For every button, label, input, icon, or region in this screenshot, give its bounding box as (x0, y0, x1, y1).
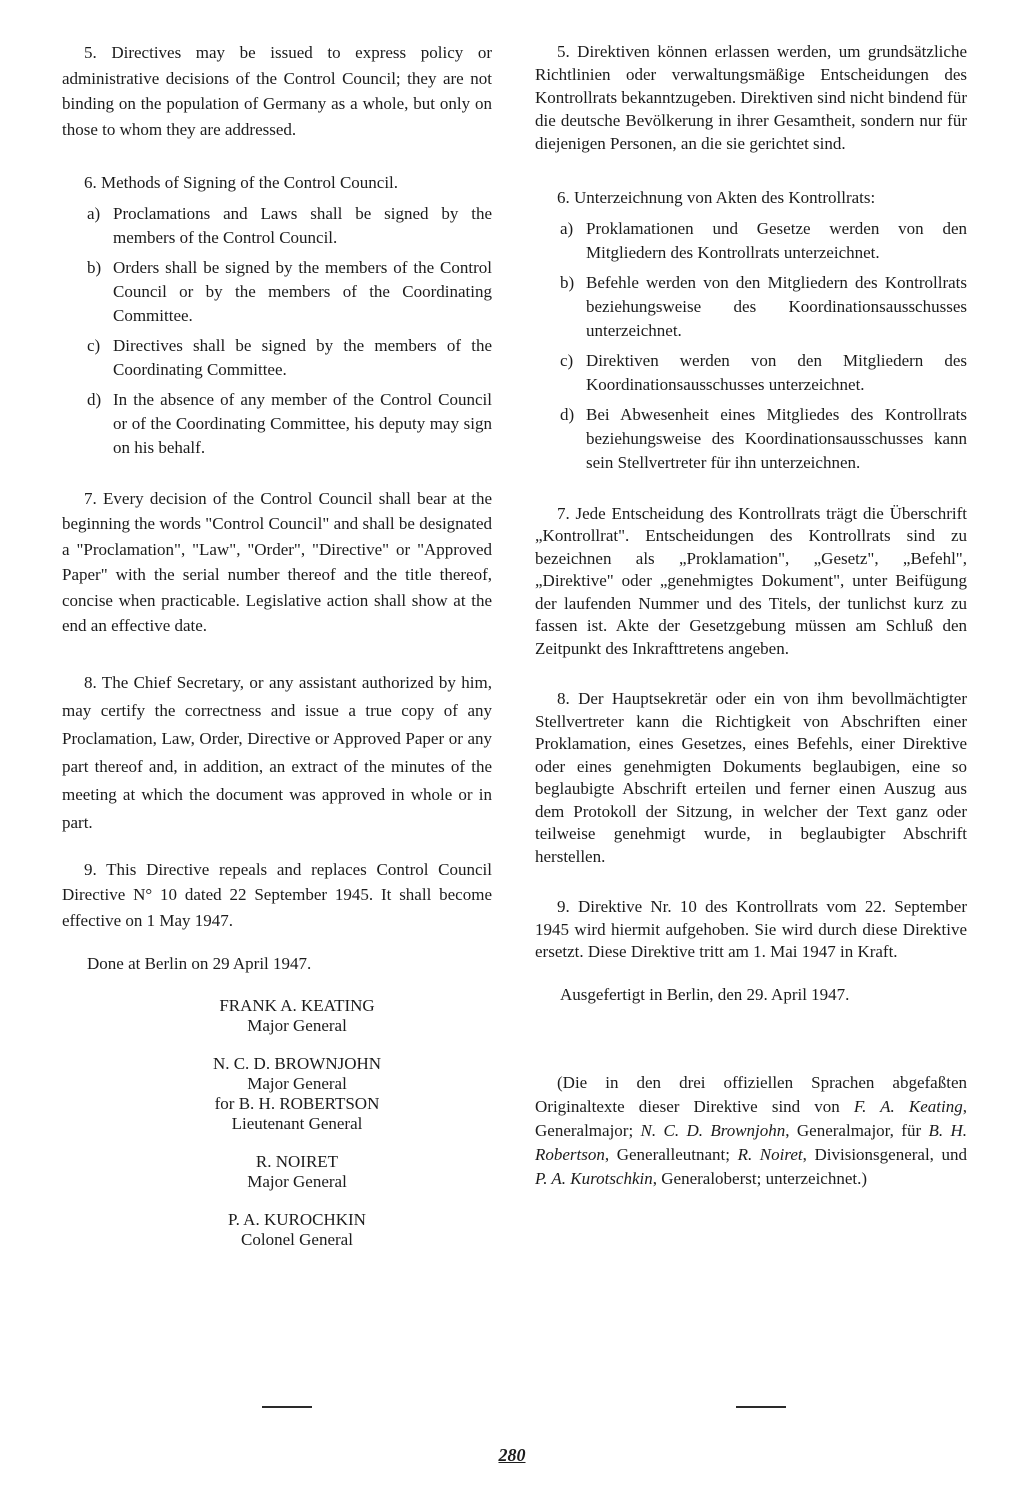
de-section-5: 5. Direktiven können erlassen werden, um grundsätzliche Richtlinien oder verwaltungsmäßige Entscheidungen des Kontrollrats bekanntzugeben. Direktiven sind nicht bindend für die deutsche Bevölkerung in ihrer Gesamtheit, sondern nur für diejenigen Personen, an die sie gerichtet sind. (535, 42, 967, 153)
signatory (102, 1210, 492, 1250)
signatory (102, 1152, 492, 1192)
signatory-line: for B. H. ROBERTSON (214, 1094, 380, 1113)
signatory-name: P. A. KUROCHKIN (228, 1210, 366, 1229)
list-item-letter: b) (560, 272, 575, 292)
german-column (535, 40, 967, 1191)
list-item-letter: c) (87, 335, 101, 355)
de-section-6-list (535, 217, 967, 475)
de-list-item (560, 403, 967, 475)
en-list-item (87, 388, 492, 460)
en-section-6-list (62, 202, 492, 460)
list-item-letter: c) (560, 350, 574, 370)
list-item-letter: a) (87, 203, 101, 223)
note-text: (Die in den drei offiziellen Sprachen abgefaßten Originaltexte dieser Direktive sind von (535, 1072, 967, 1116)
de-list-item (560, 349, 967, 397)
en-list-item (87, 256, 492, 328)
list-item-letter: d) (560, 404, 575, 424)
signatory-name: FRANK A. KEATING (219, 996, 375, 1015)
de-section-6-heading: 6. Unterzeichnung von Akten des Kontrollrats: (557, 188, 876, 207)
list-item-text: Bei Abwesenheit eines Mitgliedes des Kontrollrats beziehungsweise des Koordinationsausschusses kann sein Stellvertreter für ihn unterzeichnen. (586, 404, 967, 472)
en-list-item (87, 334, 492, 382)
list-item-text: In the absence of any member of the Control Council or of the Coordinating Committee, his deputy may sign on his behalf. (113, 389, 492, 457)
note-signatory-name: P. A. Kurotschkin (535, 1168, 653, 1188)
note-signatory-name: N. C. D. Brownjohn (640, 1120, 786, 1140)
signatory-line: Lieutenant General (231, 1114, 363, 1133)
page-number: 280 (498, 1445, 526, 1465)
de-footer-rule (736, 1406, 786, 1408)
list-item-text: Directives shall be signed by the members of the Coordinating Committee. (113, 335, 492, 379)
list-item-letter: b) (87, 257, 102, 277)
signatory-line: Major General (247, 1016, 347, 1035)
list-item-text: Direktiven werden von den Mitgliedern des Koordinationsausschusses unterzeichnet. (586, 350, 967, 394)
de-section-9: 9. Direktive Nr. 10 des Kontrollrats vom 22. September 1945 wird hiermit aufgehoben. Sie wird durch diese Direktive ersetzt. Diese Direktive tritt am 1. Mai 1947 in Kraft. (535, 897, 967, 961)
en-section-7: 7. Every decision of the Control Council shall bear at the beginning the words "Control Council" and shall be designated a "Proclamation", "Law", "Order", "Directive" or "Approved Paper" with the serial number thereof and the title thereof, concise when practicable. Legislative action shall show at the end an effective date. (62, 488, 492, 635)
signatory-name: R. NOIRET (255, 1152, 339, 1171)
de-section-8: 8. Der Hauptsekretär oder ein von ihm bevollmächtigter Stellvertreter kann die Richtigkeit von Abschriften einer Proklamation, eines Gesetzes, eines Befehls, einer Direktive oder eines genehmigten Dokuments beglaubigen, eine so beglaubigte Abschrift erteilen und ferner einen Auszug aus dem Protokoll der Sitzung, in welcher der Text ganz oder teilweise genehmigt wurde, in beglaubigter Abschrift herstellen. (535, 689, 967, 866)
en-footer-rule (262, 1406, 312, 1408)
signature-block (102, 996, 492, 1250)
de-list-item (560, 271, 967, 343)
list-item-text: Orders shall be signed by the members of the Control Council or by the members of the Coordinating Committee. (113, 257, 492, 325)
en-section-9: 9. This Directive repeals and replaces Control Council Directive N° 10 dated 22 September 1945. It shall become effective on 1 May 1947. (62, 859, 492, 930)
signatory-name: N. C. D. BROWNJOHN (212, 1054, 382, 1073)
signatory (102, 1054, 492, 1134)
list-item-letter: a) (560, 218, 574, 238)
signatory-line: Major General (247, 1074, 347, 1093)
note-signatory-name: R. Noiret (737, 1144, 803, 1164)
en-done-at: Done at Berlin on 29 April 1947. (87, 954, 312, 973)
de-signatories-note (535, 1071, 967, 1191)
note-text: , Generalmajor, für (785, 1120, 929, 1140)
note-text: , Generaloberst; unterzeichnet.) (652, 1168, 868, 1188)
de-list-item (560, 217, 967, 265)
note-text: , Divisionsgeneral, und (802, 1144, 968, 1164)
de-section-7: 7. Jede Entscheidung des Kontrollrats trägt die Überschrift „Kontrollrat". Entscheidungen des Kontrollrats sind zu bezeichnen als „Proklamation", „Gesetz", „Befehl", „Direktive" oder „genehmigtes Dokument", unter Beifügung der laufenden Nummer und des Titels, der tunlichst kurz zu fassen ist. Akte der Gesetzgebung müssen am Schluß den Zeitpunkt des Inkrafttretens angeben. (535, 503, 967, 658)
note-signatory-name: B. H. Robertson (535, 1120, 967, 1164)
list-item-text: Proclamations and Laws shall be signed by the members of the Control Council. (113, 203, 492, 247)
note-signatory-name: F. A. Keating (853, 1096, 963, 1116)
signatory-line: Major General (247, 1172, 347, 1191)
list-item-text: Proklamationen und Gesetze werden von den Mitgliedern des Kontrollrats unterzeichnet. (586, 218, 967, 262)
signatory (102, 996, 492, 1036)
en-section-5: 5. Directives may be issued to express policy or administrative decisions of the Control Council; they are not binding on the population of Germany as a whole, but only on those to whom they are addressed. (62, 43, 492, 139)
list-item-text: Befehle werden von den Mitgliedern des Kontrollrats beziehungsweise des Koordinationsausschusses unterzeichnet. (586, 272, 967, 340)
english-column (62, 40, 492, 1268)
note-text: , Generalleutnant; (604, 1144, 738, 1164)
en-section-6-heading: 6. Methods of Signing of the Control Council. (84, 173, 399, 192)
list-item-letter: d) (87, 389, 102, 409)
note-text: , Generalmajor; (535, 1096, 967, 1140)
en-list-item (87, 202, 492, 250)
signatory-line: Colonel General (241, 1230, 353, 1249)
de-done-at: Ausgefertigt in Berlin, den 29. April 1947. (560, 984, 850, 1004)
en-section-8: 8. The Chief Secretary, or any assistant authorized by him, may certify the correctness and issue a true copy of any Proclamation, Law, Order, Directive or Approved Paper or any part thereof and, in addition, an extract of the minutes of the meeting at which the document was approved in whole or in part. (62, 672, 492, 832)
